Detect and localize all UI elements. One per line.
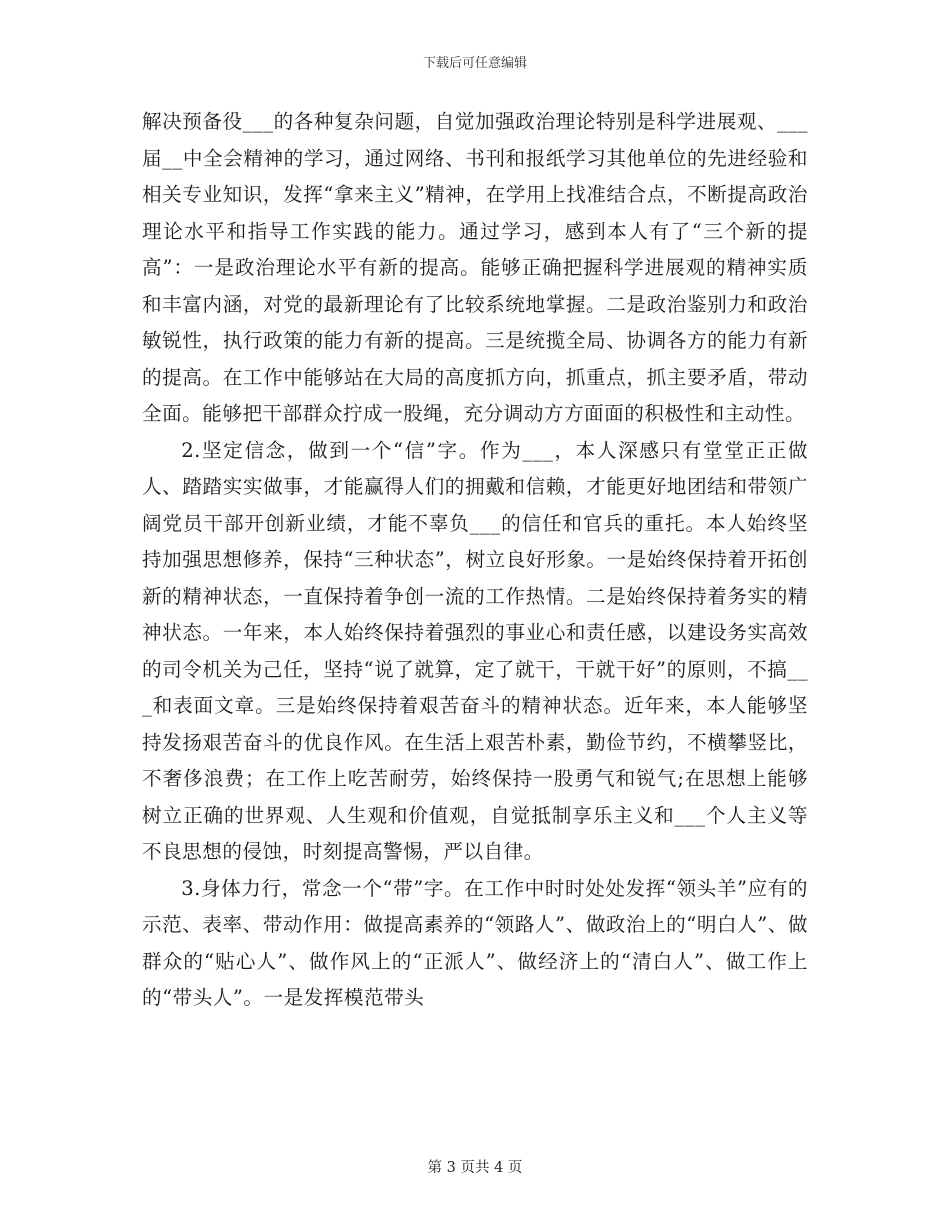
document-body (142, 104, 808, 1017)
page-footer: 第 3 页共 4 页 (427, 1160, 523, 1176)
paragraph-1: 解决预备役___的各种复杂问题，自觉加强政治理论特别是科学进展观、___届__中全会精神的学习，通过网络、书刊和报纸学习其他单位的先进经验和相关专业知识，发挥“拿来主义”精神，在学用上找准结合点，不断提高政治理论水平和指导工作实践的能力。通过学习，感到本人有了“三个新的提高”：一是政治理论水平有新的提高。能够正确把握科学进展观的精神实质和丰富内涵，对党的最新理论有了比较系统地掌握。二是政治鉴别力和政治敏锐性，执行政策的能力有新的提高。三是统揽全局、协调各方的能力有新的提高。在工作中能够站在大局的高度抓方向，抓重点，抓主要矛盾，带动全面。能够把干部群众拧成一股绳，充分调动方方面面的积极性和主动性。 (142, 110, 808, 425)
paragraph-2: 2.坚定信念，做到一个“信”字。作为___，本人深感只有堂堂正正做人、踏踏实实做事，才能赢得人们的拥戴和信赖，才能更好地团结和带领广阔党员干部开创新业绩，才能不辜负___的信任和官兵的重托。本人始终坚持加强思想修养，保持“三种状态”，树立良好形象。一是始终保持着开拓创新的精神状态，一直保持着争创一流的工作热情。二是始终保持着务实的精神状态。一年来，本人始终保持着强烈的事业心和责任感，以建设务实高效的司令机关为己任，坚持“说了就算，定了就干，干就干好”的原则，不搞___和表面文章。三是始终保持着艰苦奋斗的精神状态。近年来，本人能够坚持发扬艰苦奋斗的优良作风。在生活上艰苦朴素，勤俭节约，不横攀竖比，不奢侈浪费；在工作上吃苦耐劳，始终保持一股勇气和锐气;在思想上能够树立正确的世界观、人生观和价值观，自觉抵制享乐主义和___个人主义等不良思想的侵蚀，时刻提高警惕，严以自律。 (142, 438, 808, 863)
page-header: 下载后可任意编辑 (422, 56, 527, 71)
paragraph-3: 3.身体力行，常念一个“带”字。在工作中时时处处发挥“领头羊”应有的示范、表率、带动作用：做提高素养的“领路人”、做政治上的“明白人”、做群众的“贴心人”、做作风上的“正派人”、做经济上的“清白人”、做工作上的“带头人”。一是发挥模范带头 (142, 876, 808, 1009)
